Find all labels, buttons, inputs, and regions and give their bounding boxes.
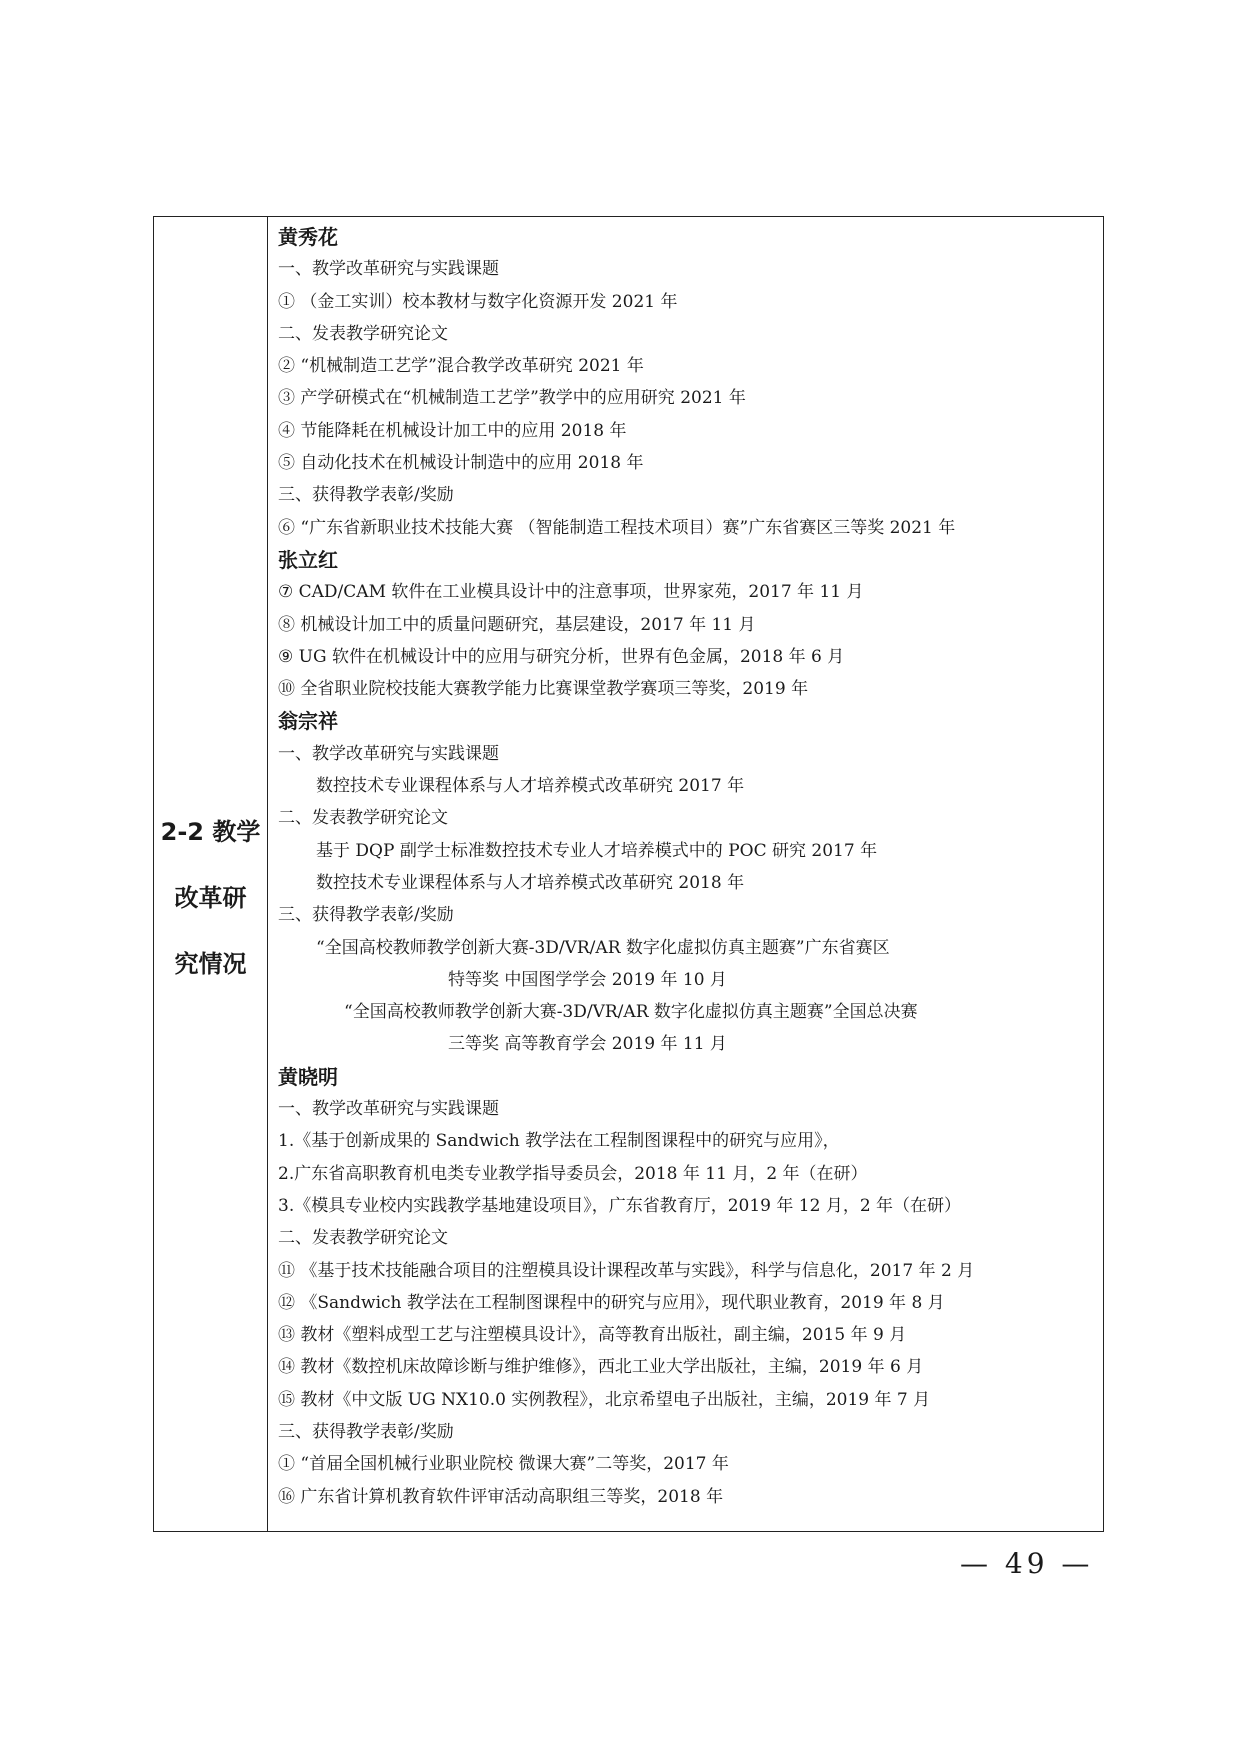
person-name: 黄秀花 xyxy=(278,225,338,249)
content-line: 特等奖 中国图学学会 2019 年 10 月 xyxy=(448,969,727,990)
content-line: 3.《模具专业校内实践教学基地建设项目》，广东省教育厅，2019 年 12 月，2 年（在研） xyxy=(278,1195,962,1216)
content-line: 数控技术专业课程体系与人才培养模式改革研究 2017 年 xyxy=(316,776,745,797)
content-line: ⑩ 全省职业院校技能大赛教学能力比赛课堂教学赛项三等奖，2019 年 xyxy=(278,679,809,700)
research-content xyxy=(278,221,1095,1513)
person-name: 张立红 xyxy=(278,547,338,572)
person-name: 黄晓明 xyxy=(278,1064,338,1089)
research-table xyxy=(153,216,1104,1532)
content-line: ⑧ 机械设计加工中的质量问题研究，基层建设，2017 年 11 月 xyxy=(278,614,756,635)
column-divider xyxy=(267,217,268,1531)
row-label-line: 究情况 xyxy=(174,950,247,978)
content-line: ⑭ 教材《数控机床故障诊断与维护维修》，西北工业大学出版社，主编，2019 年 6 月 xyxy=(278,1357,924,1378)
content-line: 三、获得教学表彰/奖励 xyxy=(278,905,454,926)
content-line: ⑬ 教材《塑料成型工艺与注塑模具设计》，高等教育出版社，副主编，2015 年 9 月 xyxy=(278,1325,907,1346)
content-line: 数控技术专业课程体系与人才培养模式改革研究 2018 年 xyxy=(316,872,745,893)
content-line: 二、发表教学研究论文 xyxy=(278,323,448,344)
content-line: ② “机械制造工艺学”混合教学改革研究 2021 年 xyxy=(278,356,644,377)
content-line: 一、教学改革研究与实践课题 xyxy=(278,1099,499,1120)
content-line: ⑥ “广东省新职业技术技能大赛 （智能制造工程技术项目）赛”广东省赛区三等奖 2021 年 xyxy=(278,517,956,538)
content-line: 三等奖 高等教育学会 2019 年 11 月 xyxy=(448,1034,727,1055)
content-line: ⑪ 《基于技术技能融合项目的注塑模具设计课程改革与实践》，科学与信息化，2017 年 2 月 xyxy=(278,1260,975,1281)
content-line: 1.《基于创新成果的 Sandwich 教学法在工程制图课程中的研究与应用》， xyxy=(278,1131,840,1152)
content-line: ④ 节能降耗在机械设计加工中的应用 2018 年 xyxy=(278,420,627,441)
content-line: “全国高校教师教学创新大赛-3D/VR/AR 数字化虚拟仿真主题赛”广东省赛区 xyxy=(316,937,890,958)
page-number: — 49 — xyxy=(960,1547,1094,1580)
content-line: ⑮ 教材《中文版 UG NX10.0 实例教程》，北京希望电子出版社，主编，2019 年 7 月 xyxy=(278,1389,931,1410)
content-line: ⑯ 广东省计算机教育软件评审活动高职组三等奖，2018 年 xyxy=(278,1486,724,1507)
content-line: “全国高校教师教学创新大赛-3D/VR/AR 数字化虚拟仿真主题赛”全国总决赛 xyxy=(344,1002,918,1023)
content-line: 三、获得教学表彰/奖励 xyxy=(278,485,454,506)
content-line: 二、发表教学研究论文 xyxy=(278,808,448,829)
content-line: 一、教学改革研究与实践课题 xyxy=(278,743,499,764)
content-line: ① （金工实训）校本教材与数字化资源开发 2021 年 xyxy=(278,291,678,312)
row-label xyxy=(154,799,267,997)
person-name: 翁宗祥 xyxy=(278,709,338,734)
row-label-line: 2-2 教学 xyxy=(160,818,261,846)
row-label-line: 改革研 xyxy=(174,884,247,912)
content-line: ⑦ CAD/CAM 软件在工业模具设计中的注意事项，世界家苑，2017 年 11 月 xyxy=(278,582,864,603)
content-line: ⑫ 《Sandwich 教学法在工程制图课程中的研究与应用》，现代职业教育，2019 年 8 月 xyxy=(278,1292,945,1313)
content-line: ⑤ 自动化技术在机械设计制造中的应用 2018 年 xyxy=(278,453,644,474)
content-line: ③ 产学研模式在“机械制造工艺学”教学中的应用研究 2021 年 xyxy=(278,388,746,409)
content-line: 二、发表教学研究论文 xyxy=(278,1228,448,1249)
content-line: 一、教学改革研究与实践课题 xyxy=(278,259,499,280)
content-line: 基于 DQP 副学士标准数控技术专业人才培养模式中的 POC 研究 2017 年 xyxy=(316,840,878,861)
content-line: ① “首届全国机械行业职业院校 微课大赛”二等奖，2017 年 xyxy=(278,1454,729,1475)
content-line: 2.广东省高职教育机电类专业教学指导委员会，2018 年 11 月，2 年（在研） xyxy=(278,1163,868,1184)
content-line: ⑨ UG 软件在机械设计中的应用与研究分析，世界有色金属，2018 年 6 月 xyxy=(278,646,845,667)
content-line: 三、获得教学表彰/奖励 xyxy=(278,1421,454,1442)
